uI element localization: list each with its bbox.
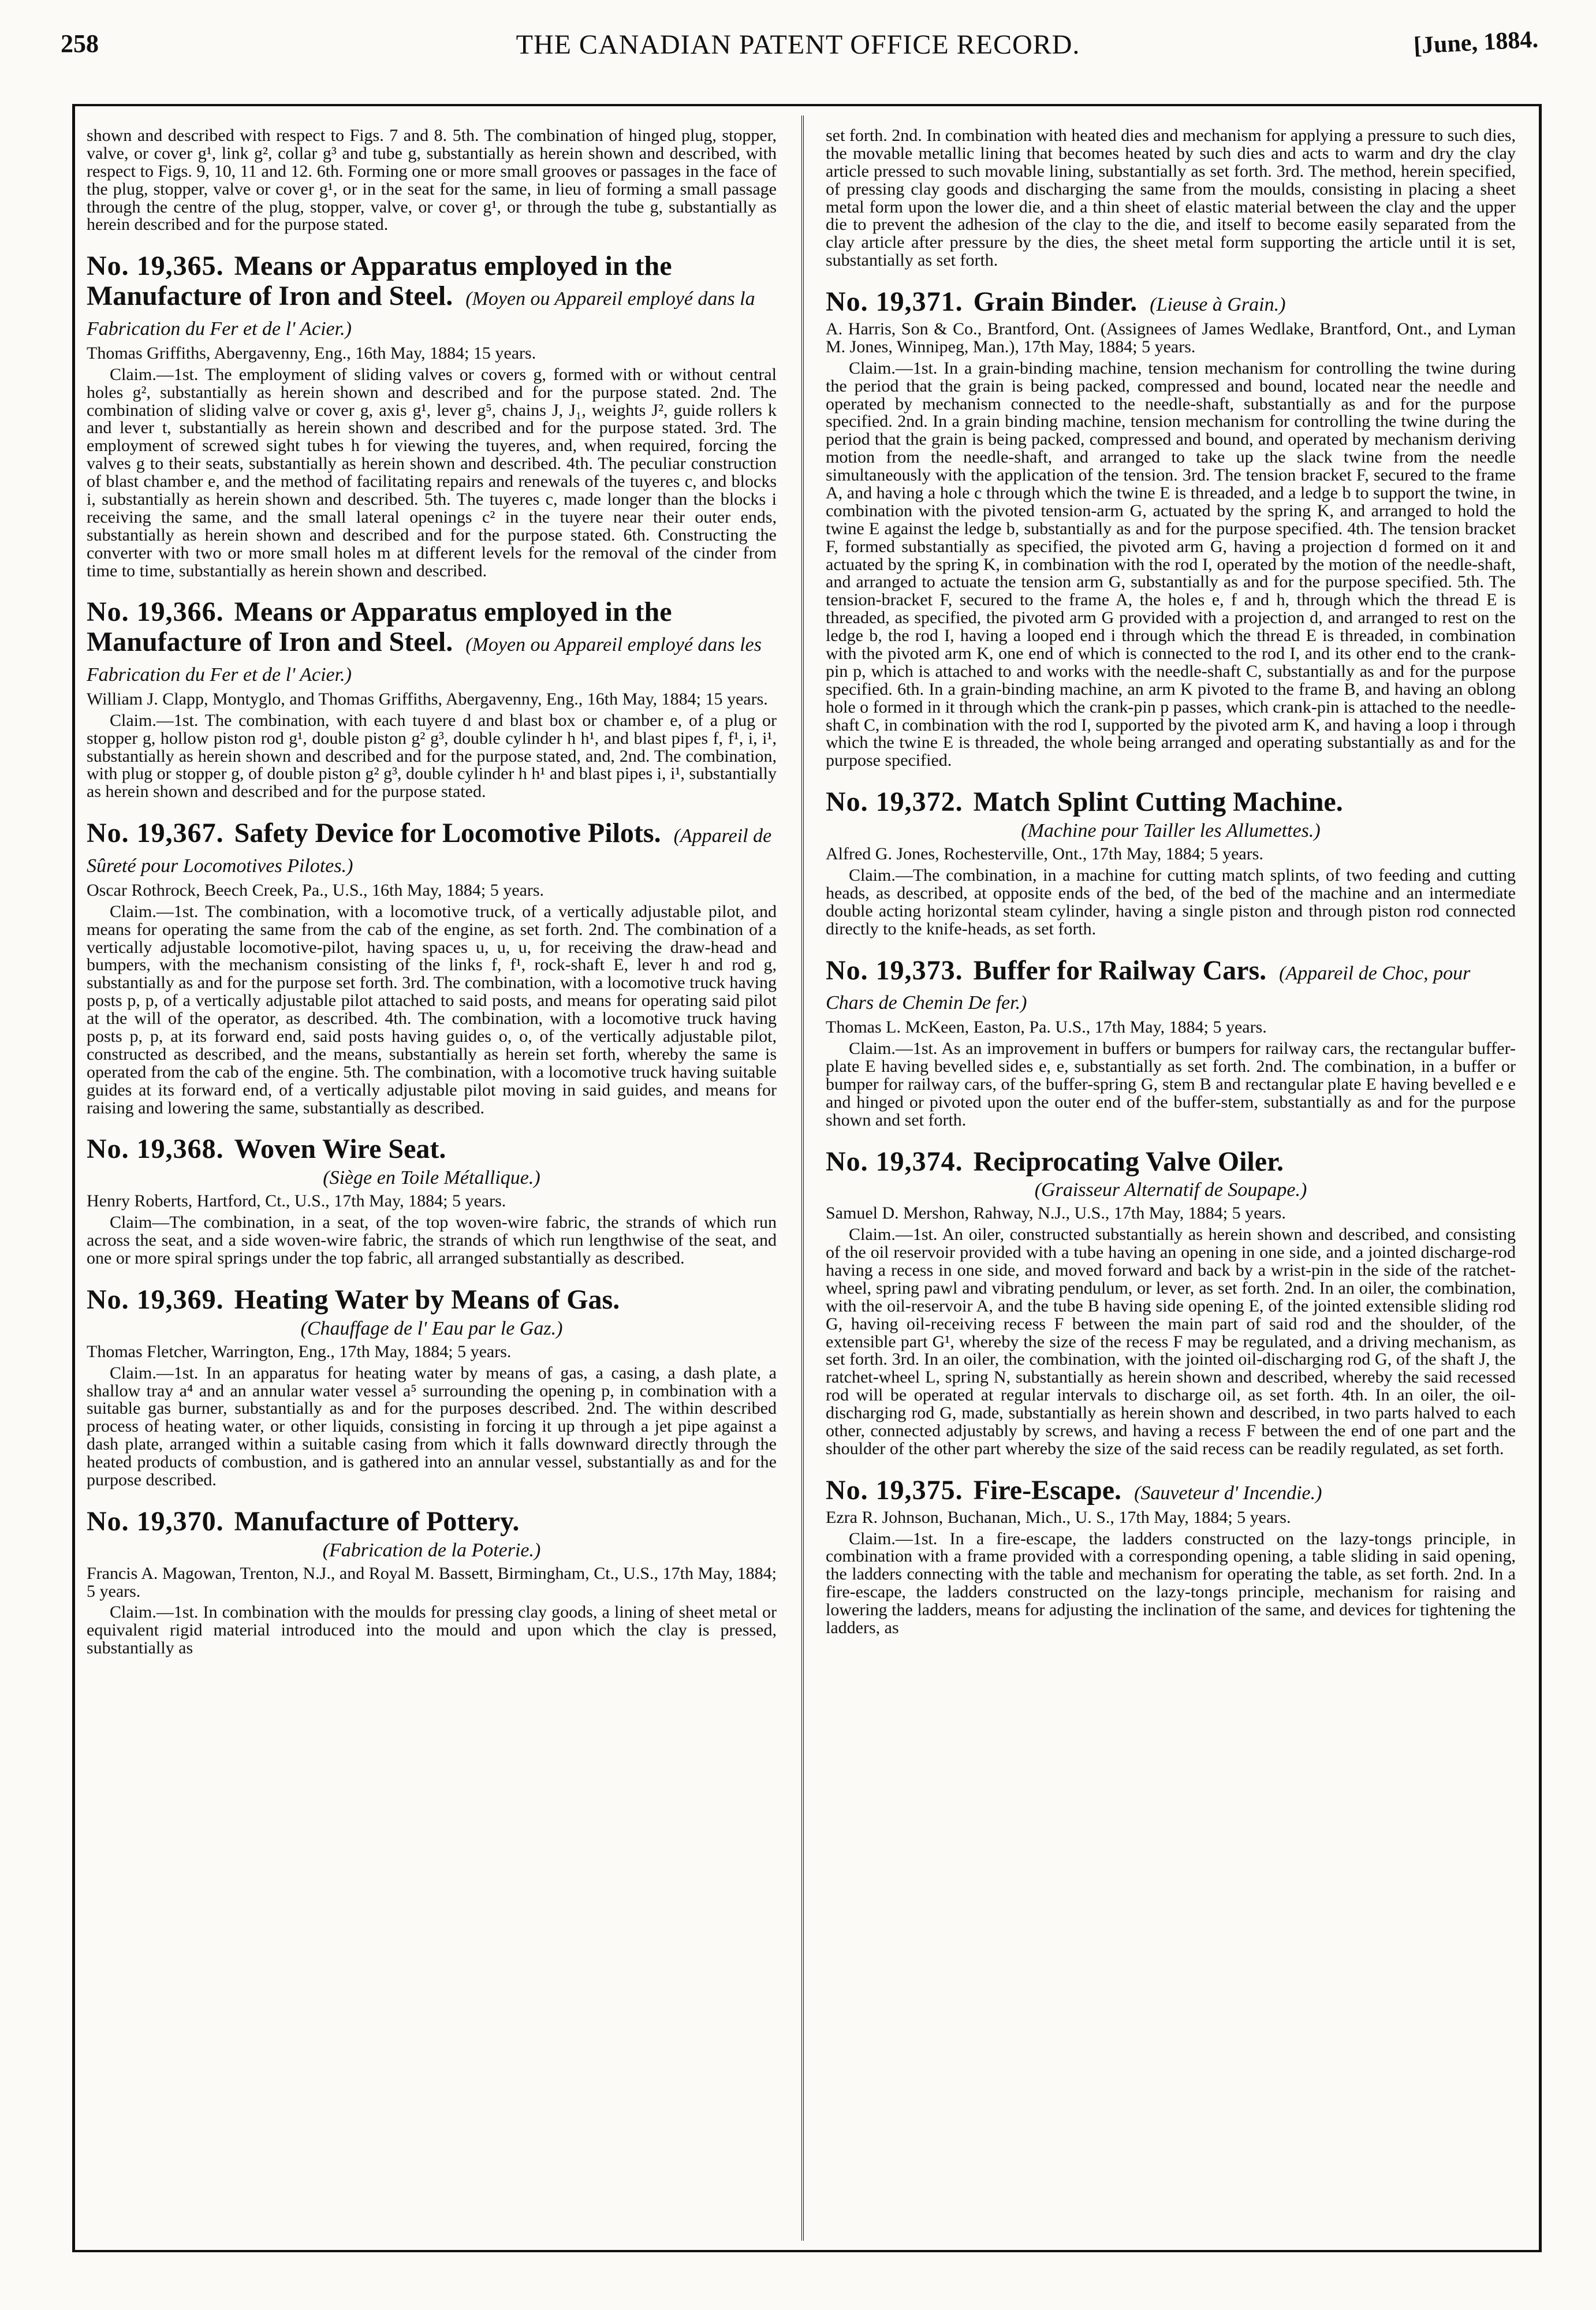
french-title: (Graisseur Alternatif de Soupape.) [1034, 1179, 1307, 1201]
patent-number: No. 19,370. [87, 1506, 224, 1537]
claim-text: Claim.—The combination, in a machine for cutting match splints, of two feeding and cutting heads, as described, at opposite ends of the bed, of the bed of the machine and an intermediate double acting horizontal steam cylinder, having a single piston and through piston rod connected directly to the knife-heads, as set forth. [826, 865, 1516, 938]
patent-number: No. 19,372. [826, 787, 963, 818]
applicant-line: Henry Roberts, Hartford, Ct., U.S., 17th May, 1884; 5 years. [87, 1191, 506, 1211]
french-title: (Appareil de Choc, pour Chars de Chemin De fer.) [826, 962, 1471, 1014]
page-header [0, 26, 1596, 75]
applicant-line: Oscar Rothrock, Beech Creek, Pa., U.S., 16th May, 1884; 5 years. [87, 880, 545, 900]
claim-text: Claim—The combination, in a seat, of the top woven-wire fabric, the strands of which run across the seat, and a side woven-wire fabric, the strands of which run lengthwise of the seat, and one or more spiral springs under the top fabric, all arranged substantially as described. [87, 1213, 777, 1268]
column-divider [801, 116, 804, 2241]
patent-heading [826, 1476, 1516, 1506]
french-title: (Moyen ou Appareil employé dans la Fabrication du Fer et de l' Acier.) [87, 288, 755, 340]
patent-heading [826, 956, 1516, 1016]
claim-text: Claim.—1st. In a fire-escape, the ladders constructed on the lazy-tongs principle, in combination with a frame provided with a corresponding opening, a table sliding in said opening, the ladders connecting with the table and mechanism for operating the table, as set forth. 2nd. In a fire-escape, the ladders constructed on the lazy-tongs principle, mechanism for raising and lowering the ladders, means for adjusting the inclination of the same, and devices for tightening the ladders, as [826, 1529, 1516, 1637]
french-title: (Chauffage de l' Eau par le Gaz.) [300, 1317, 563, 1339]
patent-number: No. 19,371. [826, 286, 963, 318]
patent-entry [826, 287, 1516, 770]
issue-date: [June, 1884. [1413, 26, 1539, 59]
patent-entry [826, 1147, 1516, 1458]
claim-text: Claim.—1st. The combination, with each tuyere d and blast box or chamber e, of a plug or stopper g, hollow piston rod g¹, double piston g² g³, double cylinder h h¹, and blast pipes f, f¹, i, i¹, substantially as herein shown and described and for the purpose stated, and, 2nd. The combination, with plug or stopper g, of double piston g² g³, double cylinder h h¹ and blast pipes i, i¹, substantially as herein shown and described and for the purpose stated. [87, 710, 777, 802]
page-number: 258 [61, 29, 99, 58]
french-title: (Siège en Toile Métallique.) [323, 1167, 540, 1189]
claim-text: Claim.—1st. As an improvement in buffers or bumpers for railway cars, the rectangular buffer-plate E having bevelled sides e, e, substantially as set forth. 2nd. The combination, in a buffer or bumper for railway cars, of the buffer-spring G, stem B and rectangular plate E having bevelled e e and hinged or pivoted upon the outer end of the buffer-stem, substantially as and for the purpose shown and set forth. [826, 1039, 1516, 1130]
applicant-line: Thomas Fletcher, Warrington, Eng., 17th May, 1884; 5 years. [87, 1342, 512, 1361]
patent-heading [87, 251, 777, 341]
patent-number: No. 19,373. [826, 955, 963, 986]
patent-entry [826, 787, 1516, 938]
patent-heading [826, 787, 1516, 817]
french-title: (Moyen ou Appareil employé dans les Fabrication du Fer et de l' Acier.) [87, 634, 762, 686]
patent-title: Safety Device for Locomotive Pilots. [234, 818, 661, 849]
applicant-line: Samuel D. Mershon, Rahway, N.J., U.S., 17th May, 1884; 5 years. [826, 1204, 1286, 1223]
claim-text: Claim.—1st. In a grain-binding machine, tension mechanism for controlling the twine during the period that the grain is being packed, compressed and bound, located near the needle and operated by mechanism connected to the needle-shaft, substantially as and for the purpose specified. 2nd. In a grain binding machine, tension mechanism for controlling the twine during the period that the grain is being packed, compressed and bound, and operated by mechanism deriving motion from the needle-shaft, and arranged to take up the slack twine from the needle simultaneously with the application of the tension. 3rd. The tension bracket F, secured to the frame A, and having a hole c through which the twine E is threaded, and a ledge b to support the twine, in combination with the pivoted tension-arm G, actuated by the spring K, and arranged to hold the twine E against the ledge b, substantially as and for the purpose specified. 4th. The tension bracket F, formed substantially as specified, the pivoted arm G, having a projection d formed on it and actuated by the spring K, in combination with the rod I, operated by the motion of the needle-shaft, and arranged to actuate the tension arm G, substantially as and for the purpose specified. 5th. The tension-bracket F, secured to the frame A, the holes e, f and h, through which the thread E is threaded, as specified, the pivoted arm G provided with a projection d, and arranged to rest on the ledge b, the rod I, having a looped end i through which the thread E is threaded, in combination with the pivoted arm K, one end of which is connected to the rod I, and its other end to the crank-pin p, which is attached to and works with the needle-shaft C, substantially as and for the purpose specified. 6th. In a grain-binding machine, an arm K pivoted to the frame B, and having an oblong hole o formed in it through which the crank-pin p passes, which crank-pin is attached to the needle-shaft C, in combination with the rod I, supported by the pivoted arm K, and having a loop i through which the twine E is threaded, the whole being arranged and operating substantially as and for the purpose specified. [826, 358, 1516, 770]
french-title: (Appareil de Sûreté pour Locomotives Pilotes.) [87, 825, 772, 877]
journal-title: THE CANADIAN PATENT OFFICE RECORD. [516, 29, 1080, 60]
patent-number: No. 19,365. [87, 251, 224, 282]
patent-title: Buffer for Railway Cars. [973, 955, 1267, 986]
claim-text: Claim.—1st. The combination, with a locomotive truck, of a vertically adjustable pilot, and means for operating the same from the cab of the engine, as set forth. 2nd. The combination of a vertically adjustable locomotive-pilot, having spaces u, u, u, for receiving the draw-head and bumpers, with the mechanism consisting of the links f, f¹, rock-shaft E, lever h and rod g, substantially as and for the purpose set forth. 3rd. The combination, with a locomotive truck having posts p, p, of a vertically adjustable pilot attached to said posts, and means for operating said pilot at the will of the operator, as described. 4th. The combination, with a locomotive truck having posts p, p, at its forward end, said posts having guides o, o, of the vertically adjustable pilot, constructed as described, and the means, substantially as herein set forth, whereby the same is operated from the cab of the engine. 5th. The combination, with a locomotive truck having suitable guides at its forward end, of a vertically adjustable pilot moving in said guides, and means for raising and lowering the same, substantially as described. [87, 901, 777, 1117]
patent-entry [826, 1476, 1516, 1637]
patent-entry [87, 818, 777, 1117]
left-column [87, 127, 777, 2241]
patent-entry [87, 597, 777, 801]
patent-entry [87, 1285, 777, 1489]
applicant-line: Alfred G. Jones, Rochesterville, Ont., 17th May, 1884; 5 years. [826, 844, 1263, 864]
patent-title: Heating Water by Means of Gas. [234, 1284, 620, 1315]
patent-number: No. 19,366. [87, 597, 224, 628]
patent-entry [87, 1507, 777, 1657]
patent-number: No. 19,374. [826, 1146, 963, 1177]
applicant-line: A. Harris, Son & Co., Brantford, Ont. (Assignees of James Wedlake, Brantford, Ont., and Lyman M. Jones, Winnipeg, Man.), 17th May, 1884; 5 years. [826, 319, 1516, 356]
patent-heading [87, 1507, 777, 1537]
applicant-line: William J. Clapp, Montyglo, and Thomas Griffiths, Abergavenny, Eng., 16th May, 1884; 15 years. [87, 689, 768, 709]
right-column [826, 127, 1516, 2241]
claim-text: Claim.—1st. In an apparatus for heating water by means of gas, a casing, a dash plate, a shallow tray a⁴ and an annular water vessel a⁵ surrounding the opening p, in combination with a suitable gas burner, substantially as and for the purposes described. 2nd. The within described process of heating water, or other liquids, consisting in forcing it up through a jet pipe against a dash plate, arranged within a suitable casing from which it falls downward directly through the heated products of combustion, and is gathered into an annular vessel, substantially as and for the purpose described. [87, 1363, 777, 1489]
continued-text: shown and described with respect to Figs. 7 and 8. 5th. The combination of hinged plug, stopper, valve, or cover g¹, link g², collar g³ and tube g, substantially as herein shown and described, with respect to Figs. 9, 10, 11 and 12. 6th. Forming one or more small grooves or passages in the face of the plug, stopper, valve or cover g¹, or in the seat for the same, in lieu of forming a small passage through the centre of the plug, stopper, valve, or cover g¹, or through the tube g, substantially as herein described and for the purpose stated. [87, 127, 777, 234]
claim-text: Claim.—1st. In combination with the moulds for pressing clay goods, a lining of sheet metal or equivalent rigid material introduced into the mould and upon which the clay is pressed, substantially as [87, 1603, 777, 1658]
patent-heading [87, 1285, 777, 1315]
patent-number: No. 19,368. [87, 1134, 224, 1165]
continued-text: set forth. 2nd. In combination with heated dies and mechanism for applying a pressure to such dies, the movable metallic lining that becomes heated by such dies and acts to warm and dry the clay article pressed to such movable lining, substantially as set forth. 3rd. The method, herein specified, of pressing clay goods and discharging the same from the moulds, consisting in placing a sheet metal form upon the lower die, and a thin sheet of elastic material between the clay and the upper die to prevent the adhesion of the clay to the die, and itself to become easily separated from the clay article after pressure by the dies, the sheet metal form supporting the article until it is set, substantially as set forth. [826, 127, 1516, 270]
patent-entry [826, 956, 1516, 1130]
applicant-line: Thomas Griffiths, Abergavenny, Eng., 16th May, 1884; 15 years. [87, 343, 536, 363]
claim-text: Claim.—1st. An oiler, constructed substantially as herein shown and described, and consisting of the oil reservoir provided with a tube having an opening in one side, and a jointed discharge-rod having a recess in one side, and moved forward and back by a wrist-pin in the side of the ratchet-wheel, spring pawl and vibrating pendulum, or lever, as set forth. 2nd. In an oiler, the combination, with the oil-reservoir A, and the tube B having side opening E, of the jointed extensible sliding rod G, having oil-receiving recess F between the main part of said rod and the shoulder, of the extensible part G¹, whereby the size of the recess F may be regulated, and a driving mechanism, as set forth. 3rd. In an oiler, the combination, with the jointed oil-discharging rod G, of the shaft J, the ratchet-wheel L, spring N, substantially as herein shown and described, whereby the said recessed rod will be operated at regular intervals to discharge oil, as set forth. 4th. In an oiler, the oil-discharging rod G, made, substantially as herein shown and described, in two parts halved to each other, connected adjustably by screws, and having a recess F between the end of one part and the shoulder of the other part whereby the size of the said recess can be readily regulated, as set forth. [826, 1225, 1516, 1458]
applicant-line: Ezra R. Johnson, Buchanan, Mich., U. S., 17th May, 1884; 5 years. [826, 1507, 1291, 1527]
patent-title: Means or Apparatus employed in the Manufacture of Iron and Steel. [87, 251, 672, 312]
french-title: (Fabrication de la Poterie.) [322, 1539, 541, 1561]
patent-title: Match Splint Cutting Machine. [973, 787, 1343, 818]
patent-heading [87, 818, 777, 878]
patent-title: Grain Binder. [973, 286, 1138, 318]
applicant-line: Francis A. Magowan, Trenton, N.J., and Royal M. Bassett, Birmingham, Ct., U.S., 17th May, 1884; 5 years. [87, 1563, 777, 1601]
patent-heading [87, 597, 777, 687]
patent-number: No. 19,369. [87, 1284, 224, 1315]
patent-number: No. 19,367. [87, 818, 224, 849]
patent-title: Manufacture of Pottery. [234, 1506, 520, 1537]
claim-text: Claim.—1st. The employment of sliding valves or covers g, formed with or without central holes g², substantially as herein shown and described and for the purpose stated. 2nd. The combination of sliding valve or cover g, axis g¹, lever g⁵, chains J, J₁, weights J², guide rollers k and lever t, substantially as herein shown and described and for the purpose stated. 3rd. The employment of screwed sight tubes h for viewing the tuyeres, and, when required, forcing the valves g to their seats, substantially as herein shown and described. 4th. The peculiar construction of blast chamber e, and the method of facilitating repairs and renewals of the tuyeres c, and blocks i, substantially as herein shown and described. 5th. The tuyeres c, made longer than the blocks i receiving the same, and the small lateral openings c² in the tuyere near their outer ends, substantially as herein shown and described and for the purpose stated. 6th. Constructing the converter with two or more small holes m at different levels for the removal of the cinder from time to time, substantially as herein shown and described. [87, 364, 777, 580]
french-title: (Sauveteur d' Incendie.) [1134, 1482, 1322, 1504]
patent-title: Means or Apparatus employed in the Manufacture of Iron and Steel. [87, 597, 672, 658]
patent-number: No. 19,375. [826, 1474, 963, 1506]
patent-title: Reciprocating Valve Oiler. [973, 1146, 1284, 1177]
french-title: (Lieuse à Grain.) [1150, 294, 1286, 316]
patent-heading [826, 287, 1516, 317]
patent-title: Fire-Escape. [973, 1474, 1122, 1506]
french-title: (Machine pour Tailler les Allumettes.) [1021, 820, 1321, 842]
patent-entry [87, 1134, 777, 1267]
patent-heading [826, 1147, 1516, 1177]
patent-title: Woven Wire Seat. [234, 1134, 446, 1165]
patent-entry [87, 251, 777, 580]
applicant-line: Thomas L. McKeen, Easton, Pa. U.S., 17th May, 1884; 5 years. [826, 1018, 1267, 1037]
patent-heading [87, 1134, 777, 1164]
